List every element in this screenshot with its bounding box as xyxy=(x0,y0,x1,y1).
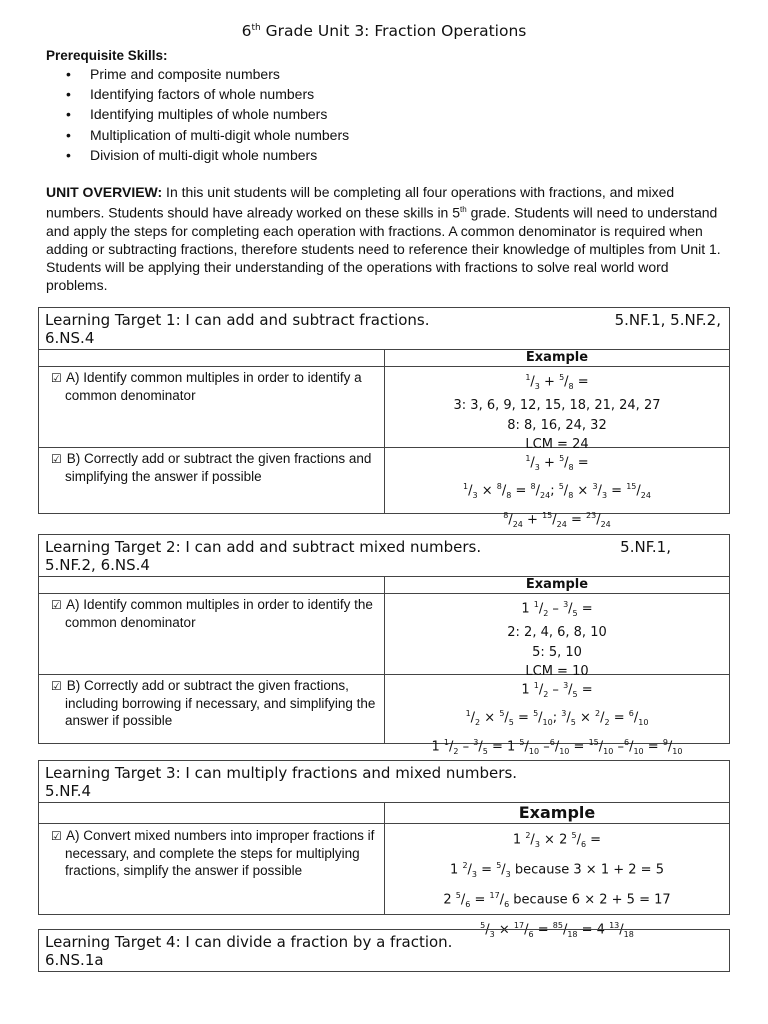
task-cell xyxy=(39,824,385,914)
target-heading xyxy=(39,535,729,577)
numerator: 1 xyxy=(463,482,469,492)
math-text: / xyxy=(562,922,568,938)
target-standards-cont: 6.NS.4 xyxy=(45,329,95,347)
numerator: 5 xyxy=(558,482,564,492)
numerator: 15 xyxy=(626,482,637,492)
math-text: = xyxy=(477,862,497,878)
math-text: = xyxy=(577,682,593,698)
table-row xyxy=(39,447,729,529)
denominator: 3 xyxy=(489,929,495,939)
math-text: = xyxy=(607,483,627,499)
example-line xyxy=(385,396,729,416)
learning-target-3 xyxy=(38,760,730,939)
math-text: = 1 xyxy=(487,739,520,755)
math-text: + xyxy=(539,455,560,471)
numerator: 5 xyxy=(571,831,577,840)
checkbox-icon[interactable]: ☑ xyxy=(51,679,62,693)
example-cell xyxy=(385,448,729,529)
target-standards-cont: 5.NF.2, 6.NS.4 xyxy=(45,556,150,574)
example-header-row xyxy=(39,350,729,366)
numerator: 5 xyxy=(480,920,486,930)
math-text: = xyxy=(643,739,663,755)
denominator: 5 xyxy=(572,689,578,699)
numerator: 5 xyxy=(559,454,565,463)
math-text: = xyxy=(513,710,534,726)
math-text: / xyxy=(633,710,639,726)
math-text: LCM = 10 xyxy=(525,664,589,680)
task-cell xyxy=(39,448,385,513)
math-text: / xyxy=(554,739,560,755)
denominator: 2 xyxy=(543,689,549,699)
math-text: / xyxy=(636,483,641,499)
math-text: 5: 5, 10 xyxy=(532,644,582,660)
example-cell xyxy=(385,594,729,680)
denominator: 10 xyxy=(672,746,683,756)
task-text: A) Identify common multiples in order to identify a common denominator xyxy=(65,370,362,403)
denominator: 3 xyxy=(534,839,540,849)
task-text: B) Correctly add or subtract the given fractions, including borrowing if necessary, and simplifying the answer if possible xyxy=(65,678,376,728)
example-line xyxy=(385,416,729,436)
math-text: / xyxy=(564,374,569,390)
denominator: 3 xyxy=(601,491,608,501)
math-text: ; xyxy=(550,483,559,499)
math-text: – xyxy=(548,682,564,698)
denominator: 6 xyxy=(528,929,534,939)
math-text: / xyxy=(535,483,540,499)
math-text: 2: 2, 4, 6, 8, 10 xyxy=(507,625,607,641)
denominator: 5 xyxy=(572,608,578,618)
math-text: / xyxy=(468,483,473,499)
math-text: / xyxy=(467,862,472,878)
example-line xyxy=(385,704,729,732)
denominator: 24 xyxy=(512,519,523,529)
example-cell xyxy=(385,367,729,453)
target-heading xyxy=(39,308,729,350)
math-text: = xyxy=(566,512,586,528)
math-text: / xyxy=(485,922,490,938)
math-text: / xyxy=(629,739,634,755)
numerator: 1 xyxy=(525,373,531,382)
math-text: / xyxy=(504,710,509,726)
math-text: × xyxy=(494,922,514,938)
denominator: 24 xyxy=(640,491,651,501)
denominator: 8 xyxy=(568,462,574,472)
target-title: Learning Target 2: I can add and subtract mixed numbers. xyxy=(45,538,482,556)
denominator: 5 xyxy=(570,718,576,728)
example-cell xyxy=(385,824,729,939)
math-text: / xyxy=(530,455,535,471)
denominator: 3 xyxy=(471,869,478,879)
denominator: 10 xyxy=(528,746,540,756)
math-text: because 3 × 1 + 2 = 5 xyxy=(510,862,664,878)
math-text: 2 xyxy=(443,892,456,908)
numerator: 1 xyxy=(525,454,531,463)
math-text: / xyxy=(530,374,535,390)
math-text: = xyxy=(586,832,602,848)
example-line xyxy=(385,885,729,915)
math-text: = xyxy=(609,710,629,726)
denominator: 2 xyxy=(543,608,549,618)
math-text: = xyxy=(533,922,553,938)
list-item: • Division of multi-digit whole numbers xyxy=(46,145,349,165)
example-header-row xyxy=(39,577,729,593)
math-text: / xyxy=(478,739,483,755)
math-text: = xyxy=(573,455,589,471)
numerator: 15 xyxy=(588,737,599,747)
list-item: • Identifying factors of whole numbers xyxy=(46,84,349,104)
numerator: 8 xyxy=(530,482,536,492)
checkbox-icon[interactable]: ☑ xyxy=(51,371,62,385)
numerator: 85 xyxy=(552,920,563,930)
math-text: / xyxy=(530,832,535,848)
denominator: 10 xyxy=(603,746,614,756)
denominator: 24 xyxy=(600,519,611,529)
example-label: Example xyxy=(525,350,589,365)
math-text: / xyxy=(596,512,601,528)
numerator: 9 xyxy=(662,737,668,747)
math-text: / xyxy=(538,682,544,698)
numerator: 5 xyxy=(559,373,565,382)
math-text: / xyxy=(576,832,581,848)
example-line xyxy=(385,477,729,505)
denominator: 8 xyxy=(568,381,574,391)
numerator: 1 xyxy=(465,709,471,719)
math-text: LCM = 24 xyxy=(525,437,589,453)
numerator: 13 xyxy=(609,920,620,930)
math-text: / xyxy=(600,710,605,726)
math-text: / xyxy=(449,739,454,755)
checkbox-icon[interactable]: ☑ xyxy=(51,829,62,843)
numerator: 3 xyxy=(473,737,479,747)
numerator: 5 xyxy=(499,709,505,719)
numerator: 3 xyxy=(561,709,567,719)
math-text: / xyxy=(568,601,573,617)
math-text: = xyxy=(577,601,593,617)
math-text: / xyxy=(508,512,513,528)
numerator: 17 xyxy=(513,920,525,930)
denominator: 24 xyxy=(540,491,551,501)
math-text: – xyxy=(458,739,474,755)
table-row xyxy=(39,674,729,756)
numerator: 5 xyxy=(496,860,502,870)
math-text: 3: 3, 6, 9, 12, 15, 18, 21, 24, 27 xyxy=(453,398,661,414)
checkbox-icon[interactable]: ☑ xyxy=(51,598,62,612)
math-text: / xyxy=(564,455,569,471)
target-standards: 5.NF.1, xyxy=(620,538,671,556)
example-line xyxy=(385,855,729,885)
learning-target-1 xyxy=(38,307,730,529)
target-title: Learning Target 3: I can multiply fractions and mixed numbers. xyxy=(45,764,518,782)
target-standards-cont: 5.NF.4 xyxy=(45,782,92,800)
unit-overview: UNIT OVERVIEW: In this unit students will be completing all four operations with fractions, and mixed numbers. Students should have already worked on these skills in 5th grade. Students will need to understand and apply the steps for completing each operation with fractions. A common denominator is required when adding or subtracting fractions, therefore students need to reference their knowledge of multiples from Unit 1. Students will be applying their understanding of the operations with fractions to solve real world word problems. xyxy=(46,184,721,294)
prereq-heading: Prerequisite Skills: xyxy=(46,48,168,63)
numerator: 6 xyxy=(549,737,555,747)
numerator: 2 xyxy=(525,831,531,840)
numerator: 5 xyxy=(533,709,539,719)
numerator: 5 xyxy=(519,737,525,747)
numerator: 23 xyxy=(586,510,597,520)
math-text: = xyxy=(470,892,490,908)
target-heading xyxy=(39,761,729,803)
numerator: 1 xyxy=(533,681,539,690)
numerator: 5 xyxy=(455,890,461,900)
target-heading xyxy=(39,930,729,971)
example-label: Example xyxy=(525,577,589,592)
denominator: 18 xyxy=(623,929,634,939)
math-text: / xyxy=(524,922,529,938)
math-text: × 2 xyxy=(539,832,572,848)
table-row xyxy=(39,366,729,453)
math-text: / xyxy=(501,483,507,499)
example-line xyxy=(385,676,729,704)
table-row xyxy=(39,823,729,939)
denominator: 5 xyxy=(508,718,514,728)
task-text: A) Convert mixed numbers into improper fractions if necessary, and complete the steps for multiplying fractions, simplify the answer if possible xyxy=(65,828,375,878)
math-text: + xyxy=(539,374,560,390)
list-item: • Identifying multiples of whole numbers xyxy=(46,104,349,124)
denominator: 24 xyxy=(556,519,567,529)
example-header-row xyxy=(39,803,729,823)
math-text: / xyxy=(552,512,557,528)
checkbox-icon[interactable]: ☑ xyxy=(51,452,62,466)
math-text: 1 xyxy=(521,682,534,698)
math-text: / xyxy=(470,710,476,726)
page-title: 6th Grade Unit 3: Fraction Operations xyxy=(241,22,527,40)
math-text: × xyxy=(573,483,593,499)
math-text: / xyxy=(597,483,602,499)
numerator: 3 xyxy=(563,681,569,690)
task-cell xyxy=(39,367,385,447)
numerator: 1 xyxy=(443,737,450,747)
math-text: = xyxy=(511,483,531,499)
denominator: 3 xyxy=(534,381,540,391)
math-text: / xyxy=(460,892,466,908)
denominator: 2 xyxy=(453,746,459,756)
math-text: × xyxy=(480,710,500,726)
math-text: – xyxy=(539,739,550,755)
example-line xyxy=(385,623,729,643)
denominator: 8 xyxy=(568,491,574,501)
example-line xyxy=(385,595,729,623)
target-standards-cont: 6.NS.1a xyxy=(45,951,104,969)
example-line xyxy=(385,643,729,663)
math-text: / xyxy=(598,739,604,755)
math-text: 8: 8, 16, 24, 32 xyxy=(507,417,607,433)
numerator: 2 xyxy=(595,709,601,719)
numerator: 8 xyxy=(496,482,502,492)
learning-target-4 xyxy=(38,929,730,972)
denominator: 5 xyxy=(482,746,488,756)
math-text: 1 xyxy=(512,832,526,848)
math-text: = 4 xyxy=(577,922,610,938)
denominator: 2 xyxy=(475,718,481,728)
math-text: / xyxy=(501,862,506,878)
blank-cell xyxy=(39,803,385,823)
math-text: / xyxy=(667,739,673,755)
task-text: A) Identify common multiples in order to identify the common denominator xyxy=(65,597,373,630)
task-cell xyxy=(39,675,385,743)
math-text: / xyxy=(619,922,624,938)
math-text: + xyxy=(522,512,543,528)
example-line xyxy=(385,368,729,396)
math-text: / xyxy=(568,682,573,698)
numerator: 2 xyxy=(462,860,468,870)
math-text: / xyxy=(538,601,544,617)
denominator: 18 xyxy=(567,929,578,939)
math-text: / xyxy=(538,710,543,726)
task-text: B) Correctly add or subtract the given fractions and simplifying the answer if possible xyxy=(65,451,372,484)
math-text: × xyxy=(477,483,497,499)
numerator: 17 xyxy=(489,890,500,900)
numerator: 3 xyxy=(592,482,598,492)
denominator: 3 xyxy=(505,869,511,879)
denominator: 10 xyxy=(542,718,553,728)
math-text: ; xyxy=(552,710,562,726)
denominator: 6 xyxy=(465,899,471,909)
math-text: = xyxy=(569,739,589,755)
example-label: Example xyxy=(518,803,596,822)
math-text: / xyxy=(499,892,505,908)
math-text: 1 xyxy=(431,739,444,755)
numerator: 15 xyxy=(542,510,553,520)
math-text: – xyxy=(613,739,624,755)
denominator: 6 xyxy=(504,899,510,909)
target-standards: 5.NF.1, 5.NF.2, xyxy=(614,311,721,329)
task-cell xyxy=(39,594,385,674)
table-row xyxy=(39,593,729,680)
example-line xyxy=(385,733,729,761)
learning-target-2 xyxy=(38,534,730,756)
denominator: 10 xyxy=(559,746,570,756)
denominator: 8 xyxy=(506,491,512,501)
numerator: 3 xyxy=(563,600,569,609)
numerator: 1 xyxy=(533,600,539,609)
math-text: because 6 × 2 + 5 = 17 xyxy=(509,892,671,908)
target-title: Learning Target 4: I can divide a fraction by a fraction. xyxy=(45,933,453,951)
list-item: • Prime and composite numbers xyxy=(46,64,349,84)
math-text: / xyxy=(566,710,571,726)
math-text: × xyxy=(575,710,595,726)
example-line xyxy=(385,449,729,477)
math-text: 1 xyxy=(521,601,534,617)
blank-cell xyxy=(39,577,385,593)
numerator: 8 xyxy=(503,510,509,520)
blank-cell xyxy=(39,350,385,366)
denominator: 3 xyxy=(472,491,478,501)
list-item: • Multiplication of multi-digit whole numbers xyxy=(46,125,349,145)
example-line xyxy=(385,506,729,534)
denominator: 2 xyxy=(604,718,610,728)
denominator: 10 xyxy=(638,718,649,728)
math-text: 1 xyxy=(450,862,463,878)
math-text: = xyxy=(573,374,589,390)
numerator: 6 xyxy=(623,737,630,747)
target-title: Learning Target 1: I can add and subtract fractions. xyxy=(45,311,430,329)
denominator: 10 xyxy=(633,746,644,756)
denominator: 6 xyxy=(580,839,587,849)
prereq-list xyxy=(46,64,349,165)
math-text: / xyxy=(563,483,569,499)
example-line xyxy=(385,825,729,855)
example-cell xyxy=(385,675,729,756)
denominator: 3 xyxy=(534,462,540,472)
numerator: 6 xyxy=(628,709,634,719)
math-text: / xyxy=(524,739,529,755)
math-text: – xyxy=(548,601,564,617)
